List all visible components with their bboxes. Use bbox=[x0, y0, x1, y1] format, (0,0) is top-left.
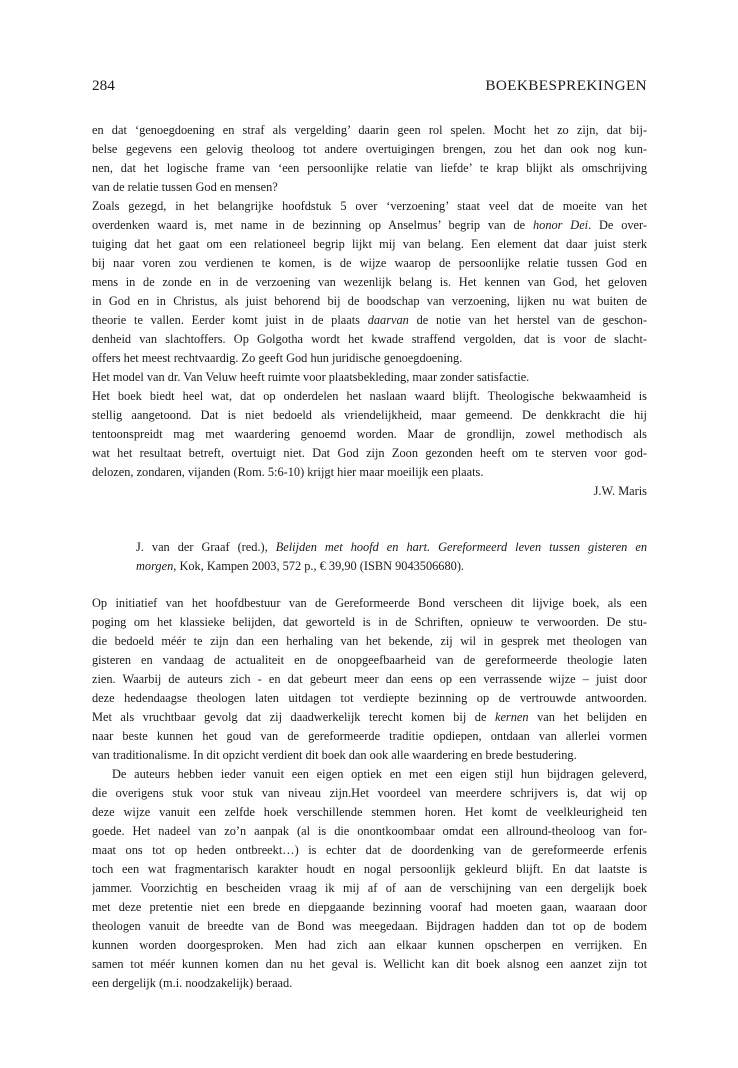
text-segment: samen tot méér kunnen komen dan nu het geval is. Wellicht kan dit boek alsnog een aanzet zijn tot bbox=[92, 957, 647, 971]
text-line bbox=[92, 311, 647, 330]
text-segment: goede. Het nadeel van zo’n aanpak (al is die onontkoombaar omdat een allround-theoloog van for- bbox=[92, 824, 647, 838]
text-line bbox=[92, 594, 647, 613]
page-header bbox=[92, 76, 647, 96]
text-line bbox=[92, 406, 647, 425]
text-line bbox=[92, 936, 647, 955]
text-segment: van de relatie tussen God en mensen? bbox=[92, 180, 278, 194]
review-1-text bbox=[92, 121, 647, 482]
text-segment: die bedoeld méér te zijn dan een herhaling van het bekende, zij wil in gesprek met theologen van bbox=[92, 634, 647, 648]
text-line bbox=[92, 803, 647, 822]
text-line bbox=[92, 235, 647, 254]
text-segment: theorie te vallen. Eerder komt juist in de plaats bbox=[92, 313, 368, 327]
text-segment: in God en in Christus, als juist behorend bij de boodschap van verzoening, lijken nu wat buiten de bbox=[92, 294, 647, 308]
text-line bbox=[92, 974, 647, 993]
text-line bbox=[92, 159, 647, 178]
italic-segment: daarvan bbox=[367, 313, 409, 327]
text-line bbox=[92, 727, 647, 746]
text-line bbox=[92, 879, 647, 898]
text-segment: poging om het klassieke belijden, dat geworteld is in de Schriften, opnieuw te verwoorden. De stu- bbox=[92, 615, 647, 629]
text-segment: overdenken waard is, met name in de bezinning op Anselmus’ begrip van de bbox=[92, 218, 533, 232]
text-line bbox=[92, 197, 647, 216]
text-line bbox=[92, 632, 647, 651]
text-line bbox=[92, 140, 647, 159]
text-line bbox=[92, 368, 647, 387]
text-line bbox=[92, 708, 647, 727]
text-line bbox=[92, 463, 647, 482]
text-segment: die overigens stuk voor stuk van niveau zijn.Het voordeel van meerdere schrijvers is, dat wij op bbox=[92, 786, 647, 800]
text-segment: deze hedendaagse theologen laten uitdagen tot verdiepte bezinning op de vertrouwde antwoorden. bbox=[92, 691, 647, 705]
text-segment: Het boek biedt heel wat, dat op onderdelen het naslaan waard blijft. Theologische bekwaamheid is bbox=[92, 389, 647, 403]
text-segment: kunnen worden doorgesproken. Men had zich aan elkaar kunnen opscherpen en verrijken. En bbox=[92, 938, 647, 952]
text-line bbox=[92, 425, 647, 444]
text-segment: Zoals gezegd, in het belangrijke hoofdstuk 5 over ‘verzoening’ staat veel dat de moeite van het bbox=[92, 199, 647, 213]
text-line bbox=[92, 746, 647, 765]
text-segment: toch een wat fragmentarisch karakter houdt en nogal persoonlijk gekleurd blijft. En dat laatste is bbox=[92, 862, 647, 876]
text-segment: maat ons tot op heden ontbreekt…) is echter dat de doordenking van de gereformeerde erfenis bbox=[92, 843, 647, 857]
text-segment: denheid van slachtoffers. Op Golgotha wordt het kwade straffend vergolden, dat is voor de slacht- bbox=[92, 332, 647, 346]
text-line bbox=[92, 670, 647, 689]
italic-segment: Belijden met hoofd en hart. Gereformeerd leven tussen gisteren en bbox=[275, 540, 647, 554]
text-line bbox=[92, 613, 647, 632]
text-segment: met deze pretentie niet een brede en diepgaande bezinning vooraf had moeten gaan, waaraan door bbox=[92, 900, 647, 914]
text-segment: een dergelijk (m.i. noodzakelijk) beraad. bbox=[92, 976, 293, 990]
text-line bbox=[92, 178, 647, 197]
text-line bbox=[136, 557, 647, 576]
text-segment: naar beste kunnen het goud van de gereformeerde traditie opdiepen, ontdaan van allerlei vormen bbox=[92, 729, 647, 743]
text-segment: offers het meest rechtvaardig. Zo geeft God hun juridische genoegdoening. bbox=[92, 351, 463, 365]
text-line bbox=[92, 689, 647, 708]
reviewer-signature: J.W. Maris bbox=[593, 484, 647, 498]
text-segment: nen, dat het logische frame van ‘een persoonlijke relatie van liefde’ te krap blijkt als omschrijving bbox=[92, 161, 647, 175]
text-line bbox=[92, 765, 647, 784]
text-line bbox=[92, 330, 647, 349]
text-segment: , Kok, Kampen 2003, 572 p., € 39,90 (ISBN 9043506680). bbox=[173, 559, 465, 573]
text-segment: belse gegevens een gelovig theoloog tot andere overtuigingen brengen, zou het dan ook nog kun- bbox=[92, 142, 647, 156]
text-segment: mens in de zonde en in de verzoening van wezenlijk belang is. Het kennen van God, het geloven bbox=[92, 275, 647, 289]
text-segment: stellig aangetoond. Dat is niet bedoeld als vriendelijkheid, maar gemeend. De denkkracht die hij bbox=[92, 408, 647, 422]
text-line bbox=[92, 898, 647, 917]
text-line bbox=[92, 292, 647, 311]
text-line bbox=[136, 538, 647, 557]
italic-segment: kernen bbox=[494, 710, 529, 724]
text-line bbox=[92, 273, 647, 292]
running-title: BOEKBESPREKINGEN bbox=[485, 77, 647, 94]
text-line bbox=[92, 822, 647, 841]
text-segment: . De over- bbox=[588, 218, 647, 232]
text-segment: jammer. Voorzichtig en bescheiden vraag ik mij af of aan de verschijning van een dergelijk boek bbox=[92, 881, 647, 895]
text-line bbox=[92, 841, 647, 860]
text-line bbox=[92, 784, 647, 803]
text-segment: Het model van dr. Van Veluw heeft ruimte voor plaatsbekleding, maar zonder satisfactie. bbox=[92, 370, 530, 384]
text-line bbox=[92, 955, 647, 974]
text-segment: J. van der Graaf (red.), bbox=[136, 540, 276, 554]
text-segment: en dat ‘genoegdoening en straf als vergelding’ daarin geen rol spelen. Mocht het zo zijn, dat bij- bbox=[92, 123, 647, 137]
page-number: 284 bbox=[92, 77, 115, 94]
text-segment: delozen, zondaren, vijanden (Rom. 5:6-10) krijgt hier maar moeilijk een plaats. bbox=[92, 465, 484, 479]
text-line bbox=[92, 917, 647, 936]
text-segment: gisteren en vandaag de actualiteit en de onopgeefbaarheid van de gereformeerde theologie laten bbox=[92, 653, 647, 667]
text-line bbox=[92, 444, 647, 463]
text-segment: Op initiatief van het hoofdbestuur van de Gereformeerde Bond verscheen dit lijvige boek, als een bbox=[92, 596, 647, 610]
text-segment: deze wijze vanuit een zelfde hoek verschillende stemmen horen. Het komt de veelkleurigheid ten bbox=[92, 805, 647, 819]
text-segment: Met als vruchtbaar gevolg dat zij daadwerkelijk terecht komen bij de bbox=[92, 710, 495, 724]
text-segment: van traditionalisme. In dit opzicht verdient dit boek dan ook alle waardering en brede bestudering. bbox=[92, 748, 577, 762]
text-line bbox=[92, 349, 647, 368]
text-segment: tentoonspreidt mag met waardering genoemd worden. Maar de grondlijn, zowel methodisch als bbox=[92, 427, 647, 441]
text-line bbox=[92, 216, 647, 235]
text-line bbox=[92, 254, 647, 273]
text-segment: theologen vanuit de breedte van de Bond was meegedaan. Bijdragen hadden dan tot op de bodem bbox=[92, 919, 647, 933]
italic-segment: honor Dei bbox=[532, 218, 589, 232]
text-segment: wat het resultaat betreft, overtuigt niet. Dat God zijn Zoon gezonden heeft om te sterven voor god- bbox=[92, 446, 647, 460]
text-segment: tuiging dat het gaat om een relationeel begrip lijkt mij van belang. Een element dat daar juist sterk bbox=[92, 237, 647, 251]
review-1-signature-block bbox=[92, 482, 647, 501]
text-line bbox=[92, 121, 647, 140]
text-segment: de notie van het herstel van de geschon- bbox=[408, 313, 647, 327]
text-line bbox=[92, 387, 647, 406]
text-segment: zien. Waarbij de auteurs zich - en dat gebeurt meer dan eens op een verrassende wijze – juist door bbox=[92, 672, 647, 686]
text-segment: van het belijden en bbox=[528, 710, 647, 724]
text-segment: De auteurs hebben ieder vanuit een eigen optiek en met een eigen stijl hun bijdragen geleverd, bbox=[112, 767, 647, 781]
text-segment: bij naar voren zou verdienen te komen, is de wijze waarop de persoonlijke relatie tussen God en bbox=[92, 256, 647, 270]
text-line bbox=[92, 651, 647, 670]
review-2-text bbox=[92, 594, 647, 993]
text-line bbox=[92, 860, 647, 879]
italic-segment: morgen bbox=[136, 559, 174, 573]
book-reference bbox=[136, 538, 647, 576]
